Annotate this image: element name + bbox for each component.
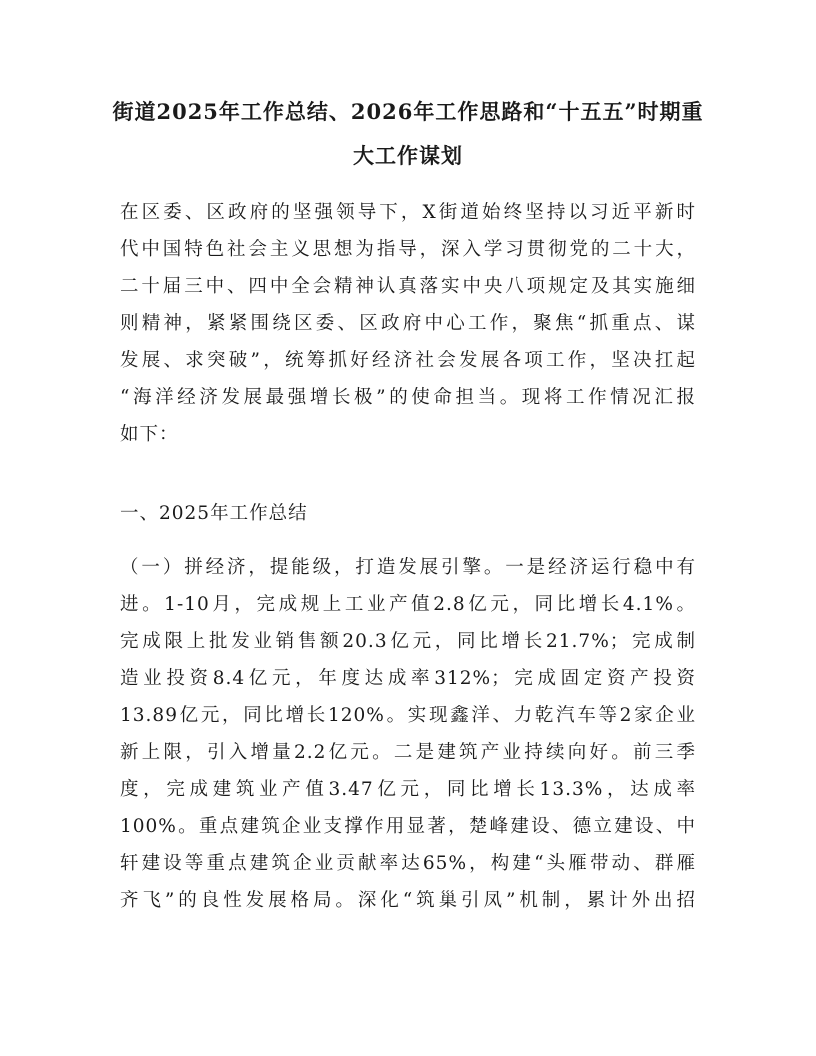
body-line-5: 13.89亿元，同比增长120%。实现鑫洋、力乾汽车等2家企业	[120, 705, 696, 726]
section-heading: 一、2025年工作总结	[120, 503, 308, 524]
intro-line-3: 二十届三中、四中全会精神认真落实中央八项规定及其实施细	[120, 276, 696, 297]
body-line-10: 齐飞”的良性发展格局。深化“筑巢引凤”机制，累计外出招	[120, 890, 696, 911]
intro-line-2: 代中国特色社会主义思想为指导，深入学习贯彻党的二十大，	[120, 239, 696, 260]
body-line-1: （一）拼经济，提能级，打造发展引擎。一是经济运行稳中有	[120, 557, 696, 578]
body-line-4: 造业投资8.4亿元，年度达成率312%；完成固定资产投资	[120, 668, 696, 689]
body-line-2: 进。1-10月，完成规上工业产值2.8亿元，同比增长4.1%。	[120, 594, 696, 615]
body-line-8: 100%。重点建筑企业支撑作用显著，楚峰建设、德立建设、中	[120, 816, 696, 837]
body-line-3: 完成限上批发业销售额20.3亿元，同比增长21.7%；完成制	[120, 631, 696, 652]
body-line-7: 度，完成建筑业产值3.47亿元，同比增长13.3%，达成率	[120, 779, 696, 800]
document-title-line-2: 大工作谋划	[353, 143, 463, 168]
intro-line-6: “海洋经济发展最强增长极”的使命担当。现将工作情况汇报	[120, 387, 696, 408]
intro-line-7: 如下：	[120, 424, 179, 445]
intro-line-4: 则精神，紧紧围绕区委、区政府中心工作，聚焦“抓重点、谋	[120, 313, 696, 334]
intro-line-5: 发展、求突破”，统筹抓好经济社会发展各项工作，坚决扛起	[120, 350, 696, 371]
body-line-6: 新上限，引入增量2.2亿元。二是建筑产业持续向好。前三季	[120, 742, 696, 763]
body-line-9: 轩建设等重点建筑企业贡献率达65%，构建“头雁带动、群雁	[120, 853, 696, 874]
intro-line-1: 在区委、区政府的坚强领导下，X街道始终坚持以习近平新时	[120, 202, 696, 223]
document-title-line-1: 街道2025年工作总结、2026年工作思路和“十五五”时期重	[112, 99, 704, 124]
